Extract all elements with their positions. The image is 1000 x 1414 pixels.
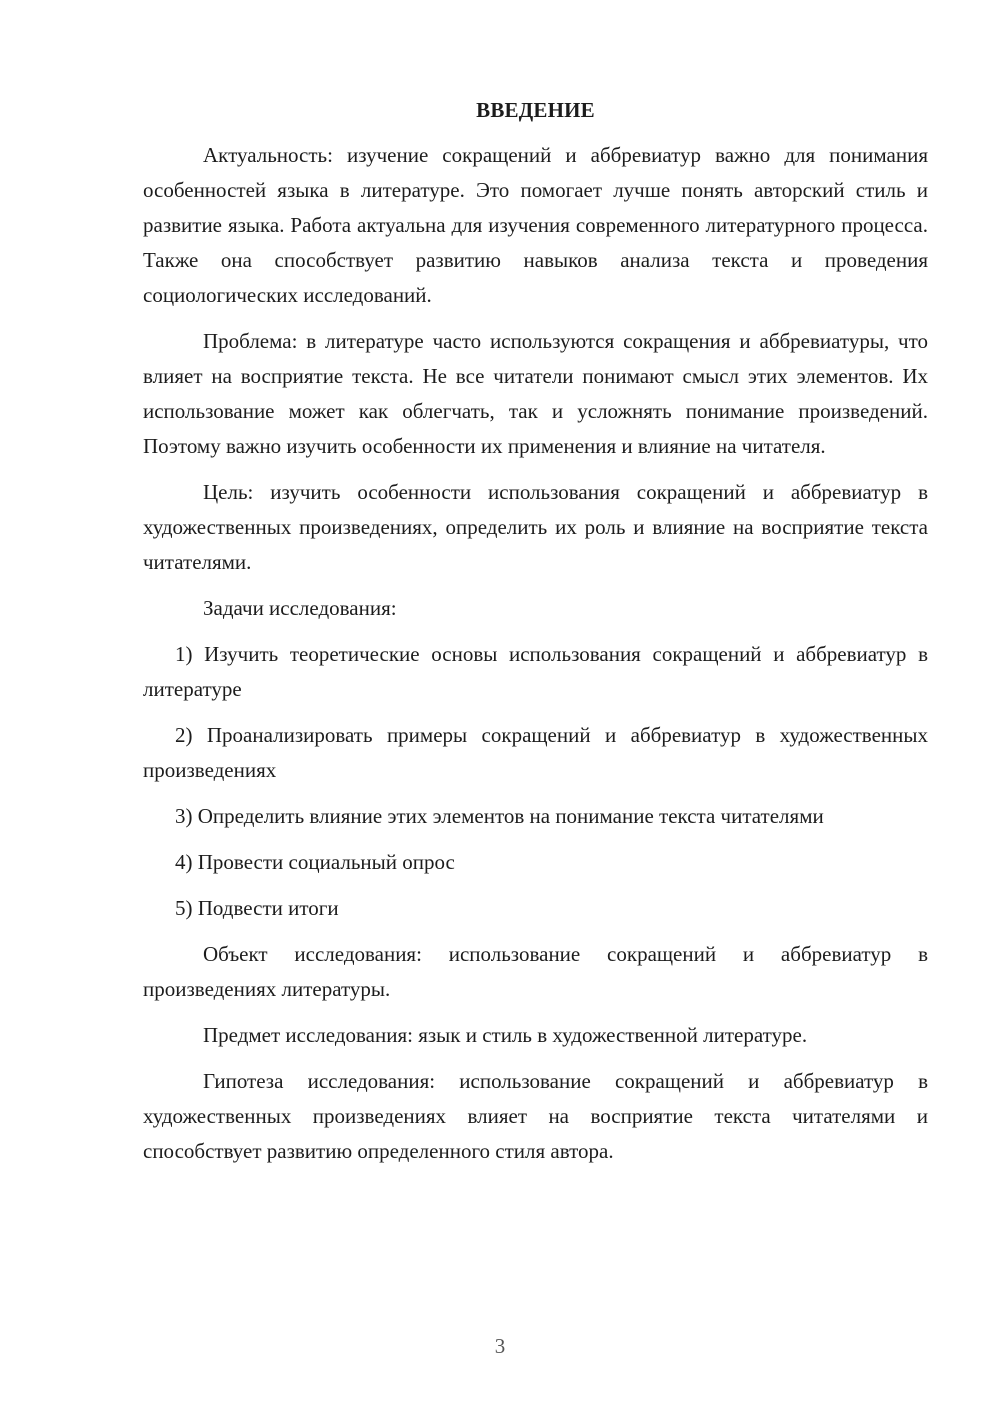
task-item-5: 5) Подвести итоги	[175, 896, 339, 920]
task-item-4: 4) Провести социальный опрос	[175, 850, 455, 874]
page-number: 3	[494, 1334, 506, 1358]
page-body	[143, 95, 928, 1180]
problem-paragraph: Проблема: в литературе часто используются сокращения и аббревиатуры, что влияет на восприятие текста. Не все читатели понимают смысл этих элементов. Их использование может как облегчать, так и усложнять понимание произведений. Поэтому важно изучить особенности их применения и влияние на читателя.	[143, 329, 928, 458]
task-item-3: 3) Определить влияние этих элементов на понимание текста читателями	[175, 804, 824, 828]
relevance-paragraph: Актуальность: изучение сокращений и аббревиатур важно для понимания особенностей языка в литературе. Это помогает лучше понять авторский стиль и развитие языка. Работа актуальна для изучения современного литературного процесса. Также она способствует развитию навыков анализа текста и проведения социологических исследований.	[143, 143, 928, 307]
tasks-heading: Задачи исследования:	[203, 596, 397, 620]
goal-paragraph: Цель: изучить особенности использования сокращений и аббревиатур в художественных произведениях, определить их роль и влияние на восприятие текста читателями.	[143, 480, 928, 574]
section-title: ВВЕДЕНИЕ	[476, 98, 595, 122]
task-item-2: 2) Проанализировать примеры сокращений и аббревиатур в художественных произведениях	[143, 723, 928, 782]
object-paragraph: Объект исследования: использование сокращений и аббревиатур в произведениях литературы.	[143, 942, 928, 1001]
task-item-1: 1) Изучить теоретические основы использования сокращений и аббревиатур в литературе	[143, 642, 928, 701]
subject-paragraph: Предмет исследования: язык и стиль в художественной литературе.	[203, 1023, 808, 1047]
hypothesis-paragraph: Гипотеза исследования: использование сокращений и аббревиатур в художественных произведениях влияет на восприятие текста читателями и способствует развитию определенного стиля автора.	[143, 1069, 928, 1163]
